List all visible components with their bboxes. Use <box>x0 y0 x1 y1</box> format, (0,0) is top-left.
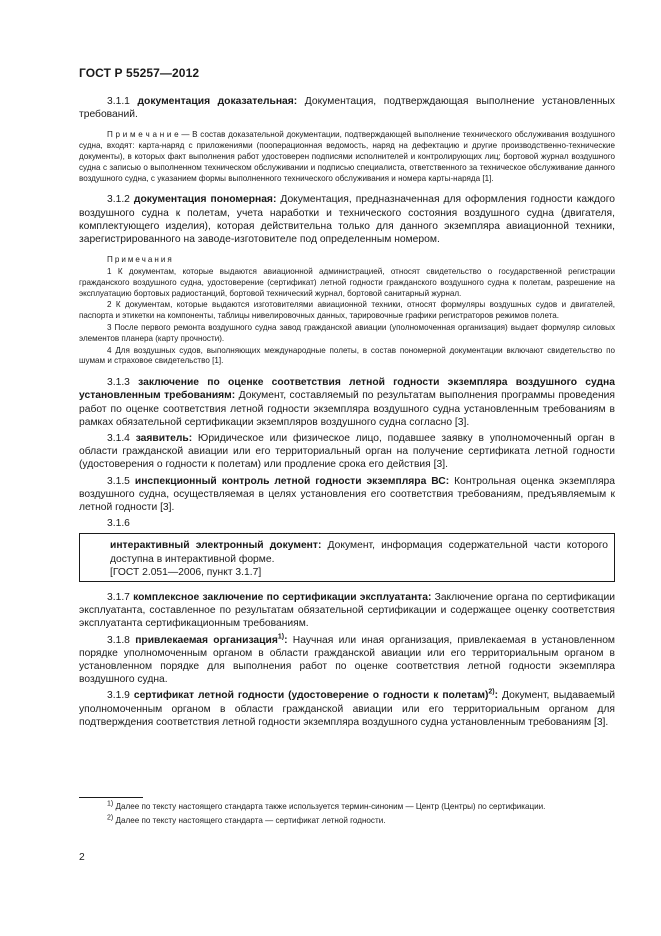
footnote-ref[interactable]: 1) <box>277 633 285 641</box>
footnote-ref[interactable]: 2) <box>488 689 495 697</box>
boxed-definition-3-1-6 <box>79 533 615 582</box>
clause-number: 3.1.1 <box>107 96 130 107</box>
document-body <box>79 95 615 732</box>
note-item: 1 К документам, которые выдаются авиационной администрацией, относят свидетельство о государственной регистрации гражданского воздушного судна, удостоверение (сертификат) летной годности гражданского воздушного судна к полетам, разрешение на эксплуатацию бортовых радиостанций, бортовой технический журнал, бортовой санитарный журнал. <box>79 267 615 298</box>
term: привлекаемая организация <box>135 634 278 646</box>
term: документация пономерная: <box>133 194 277 206</box>
note-3-1-1 <box>79 130 615 184</box>
note-text: — В состав доказательной документации, подтверждающей выполнение технического обслуживания воздушного судна, входят: карта-наряд с приложениями (пооперационная ведомость, наряд на дефектацию и другие производственно-технические документы), в которых факт выполнения работ удостоверен подписями исполнителей и контролирующих лиц; бортовой журнал воздушного судна с записью о выполненном техническом обслуживании и подписью специалиста, ответственного за техническое обслуживание данного воздушного судна, с указанием формы выполненного технического обслуживания и номера карты-наряда [1]. <box>79 130 615 183</box>
footnote-text: Далее по тексту настоящего стандарта также используется термин-синоним — Центр (Центры) по сертификации. <box>113 802 546 811</box>
section-3-1-2 <box>79 193 615 246</box>
definition: Документация, предназначенная для оформления годности каждого воздушного судна к полетам, учета наработки и технического состояния воздушного судна (двигателя, комплектующего изделия), которая действительна только для данного экземпляра авиационной техники, зарегистрированного на заводе-изготовителе под определенным номером. <box>79 194 615 245</box>
clause-number: 3.1.5 <box>107 475 130 487</box>
section-3-1-3 <box>79 376 615 429</box>
definition: Документ, составляемый по результатам выполнения программы проведения работ по оценке соответствия летной годности экземпляра воздушного судна установленным требованиям в рамках обязательной сертификации экземпляров воздушного судна согласно [3]. <box>79 390 615 428</box>
term: документация доказательная: <box>137 96 298 107</box>
clause-number: 3.1.3 <box>107 377 130 389</box>
source-reference: [ГОСТ 2.051—2006, пункт 3.1.7] <box>110 566 262 578</box>
footnote-text: Далее по тексту настоящего стандарта — сертификат летной годности. <box>113 815 386 825</box>
note-item: 4 Для воздушных судов, выполняющих международные полеты, в состав пономерной документации включают свидетельство по шумам и страховое свидетельство [1]. <box>79 345 615 366</box>
section-3-1-8 <box>79 634 615 687</box>
clause-number-3-1-6: 3.1.6 <box>107 518 130 530</box>
definition: Научная или иная организация, привлекаемая в установленном порядке уполномоченным органом в области гражданской авиации или его территориальным органом в установленном порядке для выполнения работ по оценке соответствия летной годности экземпляра воздушного судна. <box>79 634 615 686</box>
section-3-1-6 <box>110 539 608 565</box>
standard-header: ГОСТ Р 55257—2012 <box>79 66 200 80</box>
notes-title: Примечания <box>107 255 174 265</box>
footnote-1 <box>79 802 615 813</box>
clause-number: 3.1.8 <box>107 634 130 646</box>
term-colon: : <box>494 690 499 702</box>
section-3-1-7 <box>79 591 615 631</box>
term: комплексное заключение по сертификации эксплуатанта: <box>133 592 432 604</box>
clause-number: 3.1.4 <box>107 432 130 444</box>
term: заключение по оценке соответствия летной годности экземпляра воздушного судна установленным требованиям: <box>79 377 615 402</box>
page-number: 2 <box>79 852 85 863</box>
term: сертификат летной годности (удостоверение о годности к полетам) <box>133 690 489 702</box>
note-item: 3 После первого ремонта воздушного судна завод гражданской авиации (уполномоченная организация) выдает формуляр силовых элементов планера (карту прочности). <box>79 322 615 343</box>
section-3-1-9 <box>79 689 615 729</box>
notes-3-1-2 <box>79 255 615 367</box>
note-label: П р и м е ч а н и е <box>107 130 179 140</box>
clause-number: 3.1.9 <box>107 690 130 702</box>
section-3-1-5 <box>79 475 615 515</box>
term: интерактивный электронный документ: <box>110 540 322 552</box>
section-3-1-1 <box>79 95 615 121</box>
footnotes <box>79 802 615 830</box>
definition: Документация, подтверждающая выполнение установленных требований. <box>79 96 615 121</box>
definition: Документ, выдаваемый уполномоченным органом в области гражданской авиации или его территориальным органом для подтверждения соответствия летной годности экземпляра воздушного судна установленным требованиям [3]. <box>79 690 615 728</box>
definition: Документ, информация содержательной части которого доступна в интерактивной форме. <box>110 540 608 565</box>
section-3-1-4 <box>79 432 615 472</box>
footnote-mark: 1) <box>107 800 114 808</box>
clause-number: 3.1.7 <box>107 592 130 604</box>
term: заявитель: <box>135 432 193 444</box>
note-item: 2 К документам, которые выдаются изготовителями авиационной техники, относят формуляры воздушных судов и двигателей, паспорта и этикетки на компоненты, таблицы нивелировочных данных, тарировочные графики регистраторов режимов полета. <box>79 300 615 321</box>
definition: Юридическое или физическое лицо, подавшее заявку в уполномоченный орган в области гражданской авиации или его территориальный орган на получение сертификата летной годности (удостоверения о годности к полетам) или продление срока его действия [3]. <box>79 432 615 471</box>
footnote-divider <box>79 797 143 798</box>
footnote-2 <box>79 816 615 827</box>
definition: Заключение органа по сертификации эксплуатанта, составленное по результатам обязательной сертификации и содержащее оценку соответствия эксплуатанта сертификационным требованиям. <box>79 592 615 630</box>
term: инспекционный контроль летной годности экземпляра ВС: <box>134 475 450 487</box>
definition: Контрольная оценка экземпляра воздушного судна, осуществляемая в целях установления его соответствия требованиям, предъявляемым к летной годности [3]. <box>79 475 616 513</box>
term-colon: : <box>284 634 288 646</box>
footnote-mark: 2) <box>107 814 114 822</box>
clause-number: 3.1.2 <box>107 194 130 206</box>
